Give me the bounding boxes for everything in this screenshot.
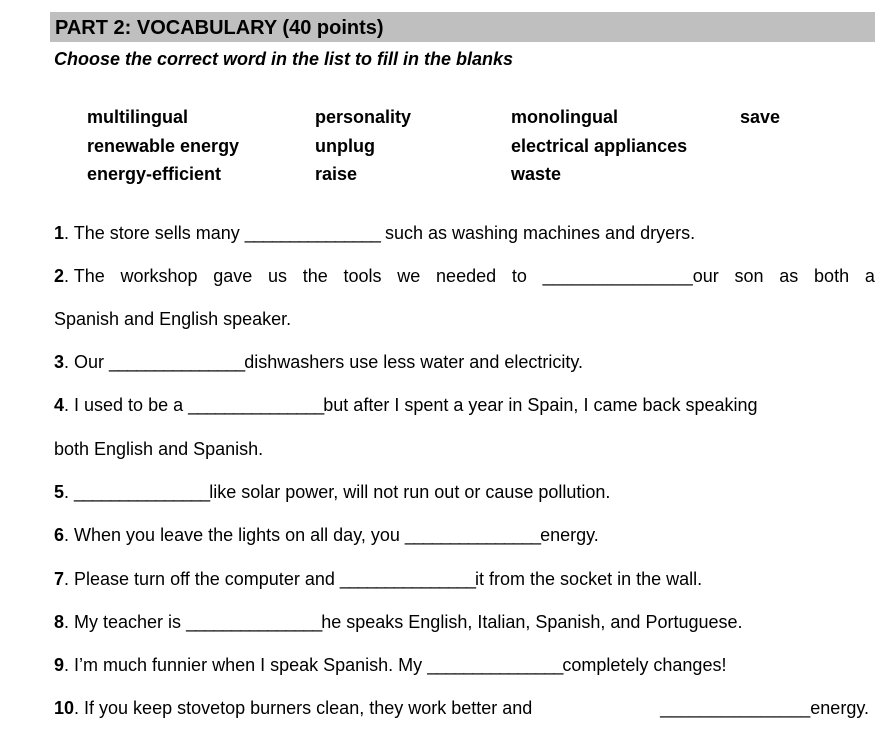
question-1 [54, 221, 695, 245]
question-number: 3 [54, 352, 65, 372]
question-number: 10 [54, 698, 75, 718]
word-bank-item: save [740, 107, 781, 127]
question-text: but after I spent a year in Spain, I came back speaking [323, 395, 758, 415]
question-number: 4 [54, 395, 65, 415]
section-header [50, 12, 875, 42]
question-text: needed [436, 266, 497, 286]
question-text: both [814, 266, 850, 286]
answer-blank: _______________ [404, 525, 541, 545]
word-bank-item: personality [315, 107, 412, 127]
question-text: . The [64, 266, 105, 286]
word-bank-item: waste [511, 164, 562, 184]
question-3 [54, 350, 583, 374]
question-text: completely changes! [562, 655, 727, 675]
question-text: . The store sells many [64, 223, 245, 243]
question-6 [54, 523, 599, 547]
question-text: to [511, 266, 527, 286]
question-text: . [64, 482, 75, 502]
question-8 [54, 610, 743, 634]
question-text: it from the socket in the wall. [475, 569, 703, 589]
answer-blank: _______________ [74, 482, 210, 502]
question-number: 7 [54, 569, 65, 589]
question-text: son [734, 266, 764, 286]
question-text: he speaks English, Italian, Spanish, and Portuguese. [321, 612, 743, 632]
word-bank-item: raise [315, 164, 358, 184]
question-text: such as washing machines and dryers. [379, 223, 696, 243]
question-text: . Please turn off the computer and [64, 569, 340, 589]
question-text: . When you leave the lights on all day, you [64, 525, 405, 545]
question-number: 5 [54, 482, 65, 502]
word-bank-item: unplug [315, 136, 375, 156]
answer-blank: _______________ [339, 569, 476, 589]
word-bank-item: electrical appliances [511, 136, 688, 156]
question-4 [54, 393, 758, 417]
question-text: the [302, 266, 328, 286]
instruction-text: Choose the correct word in the list to fill in the blanks [54, 49, 514, 69]
question-7 [54, 567, 702, 591]
word-bank-item: energy-efficient [87, 164, 222, 184]
question-text: we [397, 266, 421, 286]
section-title: PART 2: VOCABULARY (40 points) [55, 17, 384, 39]
question-9 [54, 653, 726, 677]
question-number: 9 [54, 655, 65, 675]
word-bank-item: monolingual [511, 107, 618, 127]
answer-blank: _______________ [427, 655, 563, 675]
question-text: _______________our [542, 266, 719, 286]
question-4-continued: both English and Spanish. [54, 439, 264, 459]
question-2 [54, 264, 875, 288]
question-text: workshop [120, 266, 198, 286]
question-10 [54, 696, 869, 720]
question-number: 1 [54, 223, 65, 243]
question-text: . My teacher is [64, 612, 187, 632]
question-number: 6 [54, 525, 65, 545]
question-text: as [779, 266, 799, 286]
question-text: us [268, 266, 288, 286]
answer-blank: _______________ [109, 352, 245, 372]
question-text: . I used to be a [64, 395, 189, 415]
question-text: tools [343, 266, 382, 286]
question-text: _______________energy. [660, 698, 869, 718]
question-text: . I’m much funnier when I speak Spanish. My [64, 655, 428, 675]
question-text: like solar power, will not run out or cause pollution. [209, 482, 611, 502]
word-bank-item: multilingual [87, 107, 188, 127]
question-text: energy. [540, 525, 599, 545]
word-bank-item: renewable energy [87, 136, 240, 156]
question-2-continued: Spanish and English speaker. [54, 309, 292, 329]
answer-blank: _______________ [186, 612, 322, 632]
answer-blank: _______________ [244, 223, 380, 243]
question-text: dishwashers use less water and electricity. [244, 352, 584, 372]
answer-blank: _______________ [188, 395, 324, 415]
question-number: 8 [54, 612, 65, 632]
question-text: . Our [64, 352, 110, 372]
question-text: . If you keep stovetop burners clean, they work better and [74, 698, 533, 718]
question-5 [54, 480, 610, 504]
question-text: a [864, 266, 875, 286]
question-number: 2 [54, 266, 65, 286]
question-text: gave [213, 266, 253, 286]
